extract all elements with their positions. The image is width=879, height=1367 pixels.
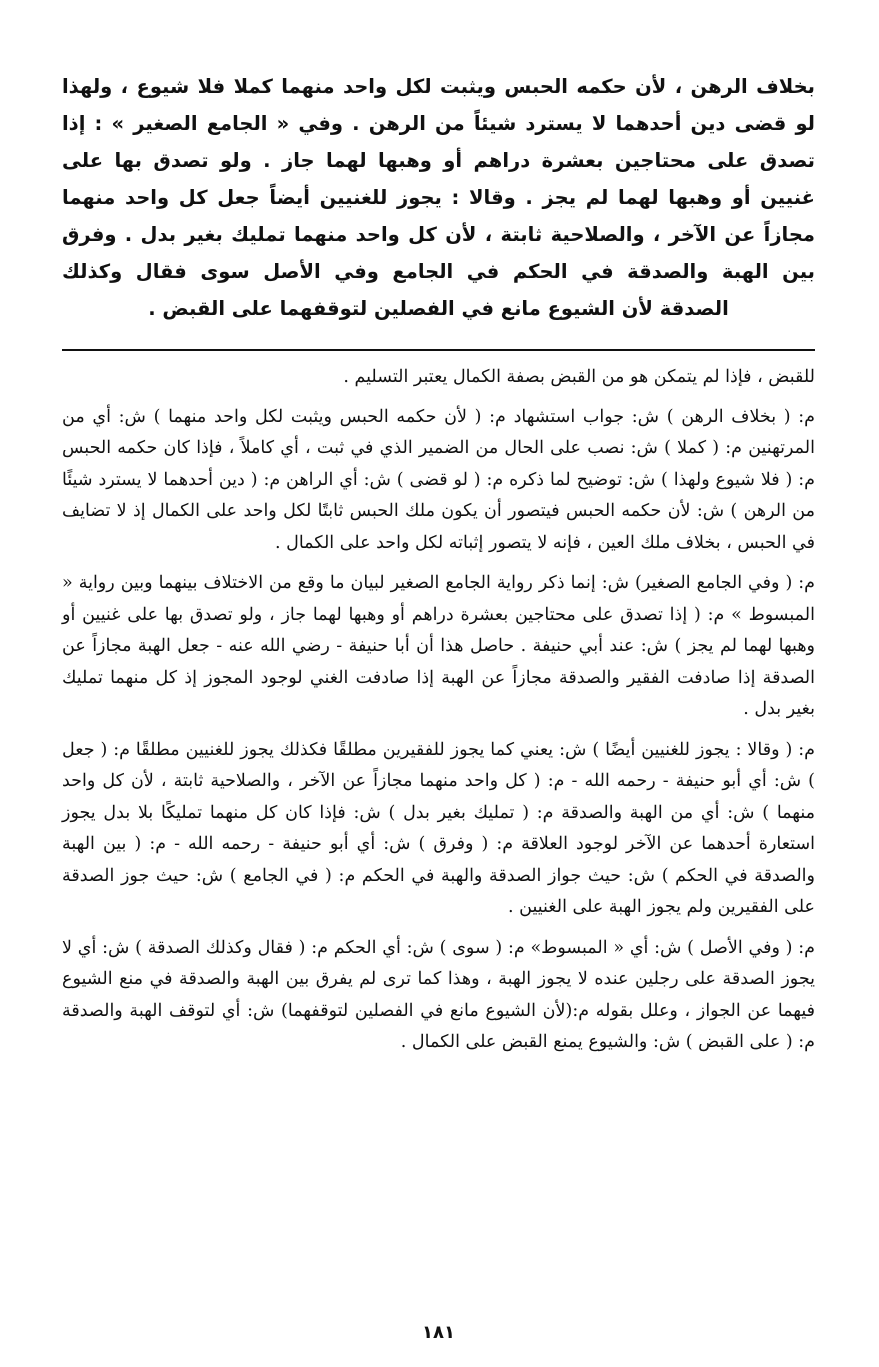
main-text: بخلاف الرهن ، لأن حكمه الحبس ويثبت لكل واحد منهما كملا فلا شيوع ، ولهذا لو قضى دين أحدهما لا يسترد شيئاً من الرهن . وفي « الجامع الصغير » : إذا تصدق على محتاجين بعشرة دراهم أو وهبها لهما جاز . ولو تصدق بها على غنيين أو وهبها لهما لم يجز . وقالا : يجوز للغنيين أيضاً جعل كل واحد منهما مجازاً عن الآخر ، والصلاحية ثابتة ، لأن كل واحد منهما تمليك بغير بدل . وفرق بين الهبة والصدقة في الحكم في الجامع وفي الأصل سوى فقال وكذلك الصدقة لأن الشيوع مانع في الفصلين لتوقفهما على القبض . [62,75,815,320]
page-number: ١٨١ [422,1322,455,1343]
book-page [62,0,815,1367]
commentary-paragraph: م: ( وفي الجامع الصغير) ش: إنما ذكر رواية الجامع الصغير لبيان ما وقع من الاختلاف بينهما وبين رواية « المبسوط » م: ( إذا تصدق على محتاجين بعشرة دراهم أو وهبها لهما جاز ، ولو تصدق بها على غنيين أو وهبها لهما لم يجز ) ش: عند أبي حنيفة . حاصل هذا أن أبا حنيفة - رضي الله عنه - جعل الهبة مجازاً عن الصدقة إذا صادفت الفقير والصدقة مجازاً عن الهبة إذا صادفت الغني لوجود المجوز إذ كل منهما تمليك بغير بدل . [62,573,815,719]
commentary-paragraph: م: ( وقالا : يجوز للغنيين أيضًا ) ش: يعني كما يجوز للفقيرين مطلقًا فكذلك يجوز للغنيين مطلقًا م: ( جعل ) ش: أي أبو حنيفة - رحمه الله - م: ( كل واحد منهما مجازاً عن الآخر ، والصلاحية ثابتة ، لأن كل واحد منهما ) ش: أي من الهبة والصدقة م: ( تمليك بغير بدل ) ش: فإذا كان كل منهما تمليكًا بلا بدل يجوز استعارة أحدهما عن الآخر لوجود العلاقة م: ( وفرق ) ش: أي أبو حنيفة - رحمه الله - م: ( بين الهبة والصدقة في الحكم ) ش: حيث جواز الصدقة والهبة في الحكم م: ( في الجامع ) ش: حيث جوز الصدقة على الفقيرين ولم يجوز الهبة على الغنيين . [62,739,815,917]
commentary-paragraph: م: ( وفي الأصل ) ش: أي « المبسوط» م: ( سوى ) ش: أي الحكم م: ( فقال وكذلك الصدقة ) ش: أي لا يجوز الصدقة على رجلين عنده لا يجوز الهبة ، وهذا كما ترى لم يفرق بين الهبة والصدقة في منع الشيوع فيهما عن الجواز ، وعلل بقوله م:(لأن الشيوع مانع في الفصلين لتوقفهما) ش: أي لتوقف الهبة والصدقة م: ( على القبض ) ش: والشيوع يمنع القبض على الكمال . [62,937,815,1052]
commentary-paragraph: م: ( بخلاف الرهن ) ش: جواب استشهاد م: ( لأن حكمه الحبس ويثبت لكل واحد منهما ) ش: أي من المرتهنين م: ( كملا ) ش: نصب على الحال من الضمير الذي في ثبت ، أي كاملاً ، فإذا كان حكمه الحبس م: ( فلا شيوع ولهذا ) ش: توضيح لما ذكره م: ( لو قضى ) ش: أي الراهن م: ( دين أحدهما لا يسترد شيئًا من الرهن ) ش: لأن حكمه الحبس فيتصور أن يكون ملك الحبس ثابتًا لكل واحد على الكمال إذ لا تضايف في الحبس ، بخلاف ملك العين ، فإنه لا يتصور إثباته لكل واحد على الكمال . [62,406,815,553]
commentary-intro: للقبض ، فإذا لم يتمكن هو من القبض بصفة الكمال يعتبر التسليم . [343,367,815,387]
footnote-divider [62,349,815,351]
commentary [62,362,815,1068]
